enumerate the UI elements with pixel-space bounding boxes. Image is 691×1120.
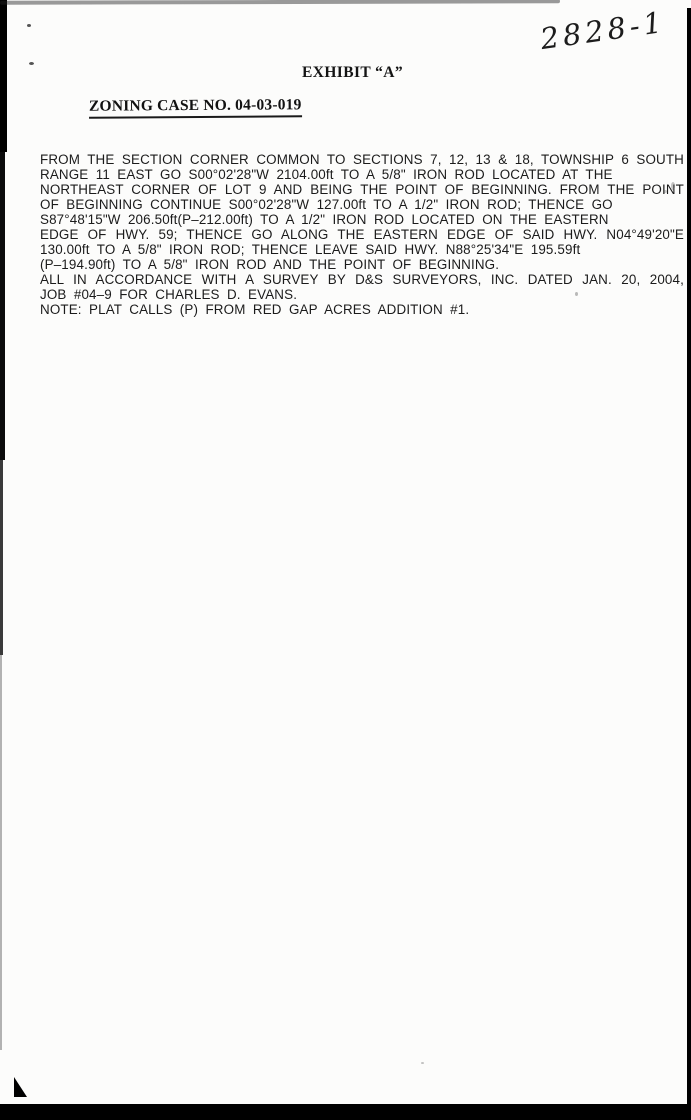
scan-artifact-bottom-smudge	[0, 0, 560, 5]
scan-artifact-left-edge	[0, 152, 5, 460]
description-line: FROM THE SECTION CORNER COMMON TO SECTIONS 7, 12, 13 & 18, TOWNSHIP 6 SOUTH	[40, 152, 684, 167]
description-line: S87°48'15"W 206.50ft(P–212.00ft) TO A 1/2" IRON ROD LOCATED ON THE EASTERN	[40, 212, 609, 227]
legal-description	[40, 152, 684, 317]
scan-speck	[671, 182, 675, 190]
description-line: 130.00ft TO A 5/8" IRON ROD; THENCE LEAVE SAID HWY. N88°25'34"E 195.59ft	[40, 242, 581, 257]
zoning-case-number: ZONING CASE NO. 04-03-019	[89, 96, 302, 118]
scan-speck	[421, 1062, 424, 1064]
description-line: NORTHEAST CORNER OF LOT 9 AND BEING THE POINT OF BEGINNING. FROM THE POINT	[40, 182, 684, 197]
description-line: (P–194.90ft) TO A 5/8" IRON ROD AND THE POINT OF BEGINNING.	[40, 257, 500, 272]
scan-speck	[29, 62, 34, 65]
exhibit-title: EXHIBIT “A”	[301, 64, 404, 81]
scan-artifact-left-edge	[0, 460, 3, 655]
scan-artifact-left-edge	[0, 0, 7, 152]
description-line: ALL IN ACCORDANCE WITH A SURVEY BY D&S SURVEYORS, INC. DATED JAN. 20, 2004,	[40, 272, 684, 287]
scan-speck	[664, 190, 667, 193]
description-line: RANGE 11 EAST GO S00°02'28"W 2104.00ft TO A 5/8" IRON ROD LOCATED AT THE	[40, 167, 613, 182]
scan-artifact-left-edge	[0, 655, 2, 1050]
scan-speck	[575, 292, 578, 296]
scan-artifact-bottom-bar	[0, 1104, 691, 1120]
description-line: EDGE OF HWY. 59; THENCE GO ALONG THE EASTERN EDGE OF SAID HWY. N04°49'20"E	[40, 227, 684, 242]
description-line: OF BEGINNING CONTINUE S00°02'28"W 127.00ft TO A 1/2" IRON ROD; THENCE GO	[40, 197, 613, 212]
handwritten-docket-number: 2828-1	[538, 4, 668, 56]
description-line: JOB #04–9 FOR CHARLES D. EVANS.	[40, 287, 298, 302]
scan-artifact-right-edge	[687, 8, 691, 1120]
scan-artifact-corner-triangle	[14, 1077, 27, 1097]
description-line: NOTE: PLAT CALLS (P) FROM RED GAP ACRES ADDITION #1.	[40, 302, 470, 317]
scan-speck	[27, 24, 31, 27]
